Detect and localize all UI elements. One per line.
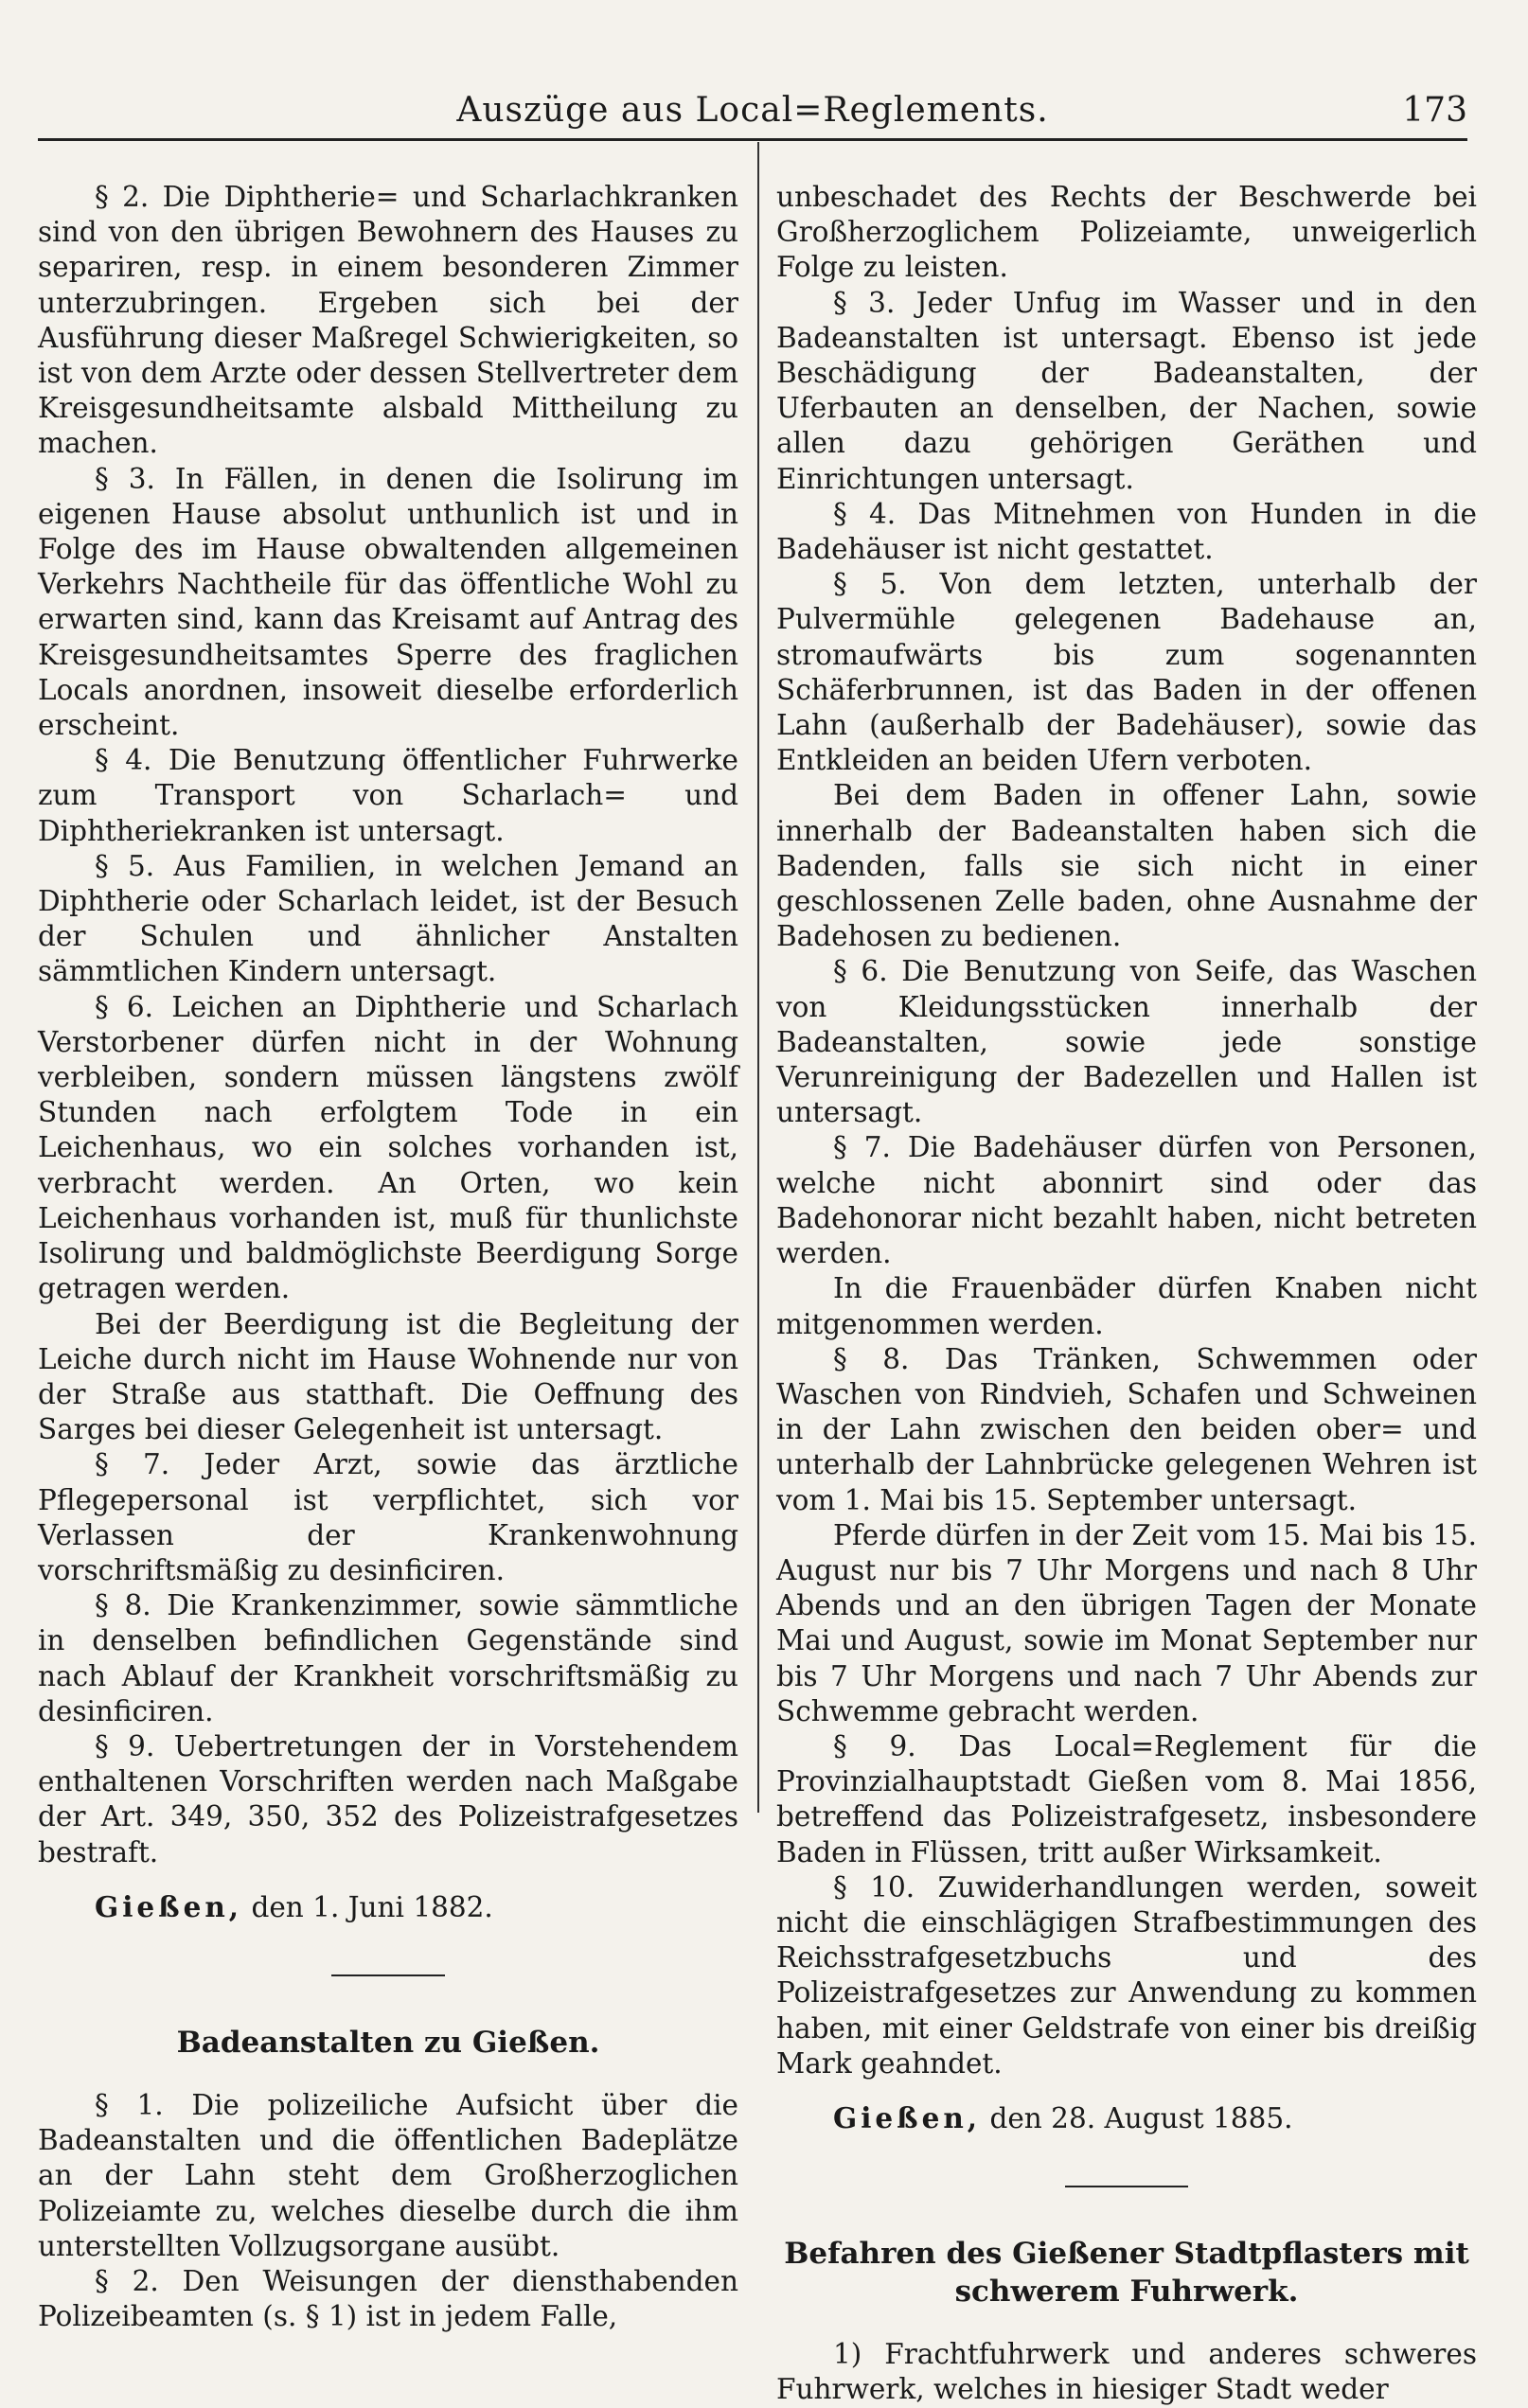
paragraph: Bei dem Baden in offener Lahn, sowie innerhalb der Badeanstalten haben sich die Badenden, falls sie sich nicht in einer geschlossenen Zelle baden, ohne Ausnahme der Badehosen zu bedienen. <box>776 779 1477 953</box>
section-separator <box>1065 2186 1188 2187</box>
signature-line <box>38 1889 738 1925</box>
paragraph: § 3. Jeder Unfug im Wasser und in den Badeanstalten ist untersagt. Ebenso ist jede Beschädigung der Badeanstalten, der Uferbauten an denselben, der Nachen, sowie allen dazu gehörigen Geräthen und Einrichtungen untersagt. <box>776 286 1477 495</box>
paragraph: Pferde dürfen in der Zeit vom 15. Mai bis 15. August nur bis 7 Uhr Morgens und nach 8 Uhr Abends und an den übrigen Tagen der Monate Mai und August, sowie im Monat September nur bis 7 Uhr Morgens und nach 7 Uhr Abends zur Schwemme gebracht werden. <box>776 1518 1477 1727</box>
left-column <box>38 180 738 2334</box>
paragraph: § 4. Das Mitnehmen von Hunden in die Badehäuser ist nicht gestattet. <box>776 497 1477 566</box>
paragraph: § 7. Jeder Arzt, sowie das ärztliche Pflegepersonal ist verpflichtet, sich vor Verlassen der Krankenwohnung vorschriftsmäßig zu desinficiren. <box>38 1448 738 1586</box>
signature-place: Gießen, <box>833 2100 982 2134</box>
paragraph: § 3. In Fällen, in denen die Isolirung im eigenen Hause absolut unthunlich ist und in Folge des im Hause obwaltenden allgemeinen Verkehrs Nachtheile für das öffentliche Wohl zu erwarten sind, kann das Kreisamt auf Antrag des Kreisgesundheitsamtes Sperre des fraglichen Locals anordnen, insoweit dieselbe erforderlich erscheint. <box>38 462 738 742</box>
signature-place: Gießen, <box>95 1889 243 1923</box>
paragraph: § 9. Das Local=Reglement für die Provinzialhauptstadt Gießen vom 8. Mai 1856, betreffend das Polizeistrafgesetz, insbesondere Baden in Flüssen, tritt außer Wirksamkeit. <box>776 1729 1477 1868</box>
paragraph: § 5. Von dem letzten, unterhalb der Pulvermühle gelegenen Badehause an, stromaufwärts bis zum sogenannten Schäferbrunnen, ist das Baden in der offenen Lahn (außerhalb der Badehäuser), sowie das Entkleiden an beiden Ufern verboten. <box>776 568 1477 777</box>
column-divider <box>757 142 759 1813</box>
paragraph: § 4. Die Benutzung öffentlicher Fuhrwerke zum Transport von Scharlach= und Diphtheriekranken ist untersagt. <box>38 744 738 847</box>
paragraph: § 2. Den Weisungen der diensthabenden Polizeibeamten (s. § 1) ist in jedem Falle, <box>38 2264 738 2333</box>
paragraph: § 5. Aus Familien, in welchen Jemand an Diphtherie oder Scharlach leidet, ist der Besuch der Schulen und ähnlicher Anstalten sämmtlichen Kindern untersagt. <box>38 849 738 988</box>
section-title: Badeanstalten zu Gießen. <box>176 2025 600 2060</box>
paragraph: § 8. Das Tränken, Schwemmen oder Waschen von Rindvieh, Schafen und Schweinen in der Lahn zwischen den beiden ober= und unterhalb der Lahnbrücke gelegenen Wehren ist vom 1. Mai bis 15. September untersagt. <box>776 1342 1477 1516</box>
paragraph: § 1. Die polizeiliche Aufsicht über die Badeanstalten und die öffentlichen Badeplätze an der Lahn steht dem Großherzoglichen Polizeiamte zu, welches dieselbe durch die ihm unterstellten Vollzugsorgane ausübt. <box>38 2088 738 2262</box>
section-title: Befahren des Gießener Stadtpflasters mit schwerem Fuhrwerk. <box>784 2237 1469 2310</box>
paragraph-continuation: unbeschadet des Rechts der Beschwerde bei Großherzoglichem Polizeiamte, unweigerlich Folge zu leisten. <box>776 181 1477 284</box>
paragraph: In die Frauenbäder dürfen Knaben nicht mitgenommen werden. <box>776 1272 1477 1340</box>
paragraph: § 9. Uebertretungen der in Vorstehendem enthaltenen Vorschriften werden nach Maßgabe der Art. 349, 350, 352 des Polizeistrafgesetzes bestraft. <box>38 1729 738 1868</box>
paragraph: § 2. Die Diphtherie= und Scharlachkranken sind von den übrigen Bewohnern des Hauses zu separiren, resp. in einem besonderen Zimmer unterzubringen. Ergeben sich bei der Ausführung dieser Maßregel Schwierigkeiten, so ist von dem Arzte oder dessen Stellvertreter dem Kreisgesundheitsamte alsbald Mittheilung zu machen. <box>38 181 738 460</box>
paragraph: § 7. Die Badehäuser dürfen von Personen, welche nicht abonnirt sind oder das Badehonorar nicht bezahlt haben, nicht betreten werden. <box>776 1131 1477 1270</box>
paragraph: § 6. Die Benutzung von Seife, das Waschen von Kleidungsstücken innerhalb der Badeanstalten, sowie jede sonstige Verunreinigung der Badezellen und Hallen ist untersagt. <box>776 955 1477 1129</box>
page-number: 173 <box>1402 91 1467 130</box>
paragraph: Bei der Beerdigung ist die Begleitung der Leiche durch nicht im Hause Wohnende nur von der Straße aus statthaft. Die Oeffnung des Sarges bei dieser Gelegenheit ist untersagt. <box>38 1307 738 1446</box>
section-separator <box>331 1974 445 1976</box>
signature-date: den 1. Juni 1882. <box>251 1890 493 1923</box>
paragraph: § 6. Leichen an Diphtherie und Scharlach Verstorbener dürfen nicht in der Wohnung verbleiben, sondern müssen längstens zwölf Stunden nach erfolgtem Tode in ein Leichenhaus, wo ein solches vorhanden ist, verbracht werden. An Orten, wo kein Leichenhaus vorhanden ist, muß für thunlichste Isolirung und baldmöglichste Beerdigung Sorge getragen werden. <box>38 990 738 1305</box>
page-header <box>38 81 1467 141</box>
running-title: Auszüge aus Local=Reglements. <box>456 91 1049 130</box>
paragraph: § 10. Zuwiderhandlungen werden, soweit nicht die einschlägigen Strafbestimmungen des Reichsstrafgesetzbuchs und des Polizeistrafgesetzes zur Anwendung zu kommen haben, mit einer Geldstrafe von einer bis dreißig Mark geahndet. <box>776 1870 1477 2080</box>
signature-date: den 28. August 1885. <box>989 2101 1293 2134</box>
right-column <box>776 180 1477 2408</box>
paragraph: 1) Frachtfuhrwerk und anderes schweres Fuhrwerk, welches in hiesiger Stadt weder <box>776 2338 1477 2406</box>
signature-line <box>776 2100 1477 2136</box>
paragraph: § 8. Die Krankenzimmer, sowie sämmtliche in denselben befindlichen Gegenstände sind nach Ablauf der Krankheit vorschriftsmäßig zu desinficiren. <box>38 1589 738 1727</box>
